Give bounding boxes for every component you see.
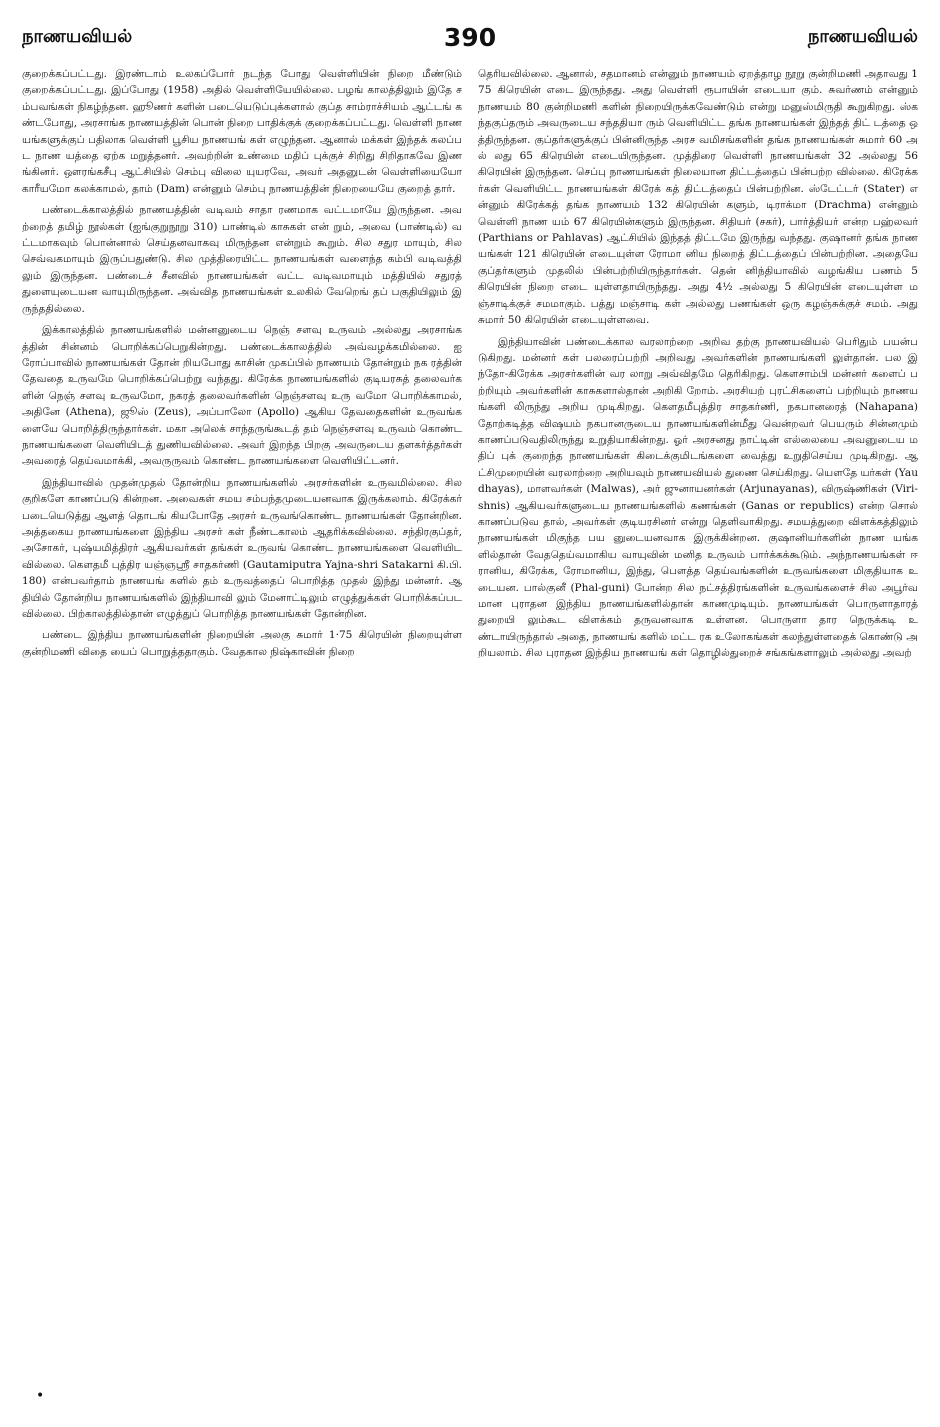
- two-column-body: [22, 66, 918, 667]
- header-title-right: நாணயவியல்: [807, 25, 918, 47]
- running-header: [22, 18, 918, 56]
- page-number: 390: [443, 22, 497, 52]
- paragraph: இக்காலத்தில் நாணயங்களில் மன்னனுடைய நெஞ் சளவு உருவம் அல்லது அரசாங்கத்தின் சின்னம் பொறிக்கப்பெறுகின்றது. பண்டைக்காலத்தில் அவ்வழக்கமில்லை. ஐரோப்பாவில் நாணயங்கள் தோன் றியபோது காசின் முகப்பில் நாணயம் தோன்றும் நக ரத்தின் தேவதை உருவமே பொறிக்கப்பெற்று வந்தது. கிரேக்க நாணயங்களில் குடியரசுத் தலைவர்களின் நெஞ் சளவு உருவமோ, நகரத் தலைவர்களின் நெஞ்சளவு உரு வமோ பொறிக்காமல், அதினே (Athena), ஜூஸ் (Zeus), அப்பாலோ (Apollo) ஆகிய தேவதைகளின் உருவங்களையே பொறித்திருந்தார்கள். மகா அலெக் சாந்தருங்கூடத் தம் நெஞ்சளவு உருவம் கொண்ட நாணயங்களை வெளியிடத் துணியவில்லை. அவர் இறந்த பிறகு அவருடைய தளகர்த்தர்கள் அவரைத் தெய்வமாக்கி, அவருருவம் கொண்ட நாணயங்களை வெளியிட்டனர்.: [22, 324, 462, 468]
- left-column: [22, 66, 462, 667]
- paragraph: பண்டைக்காலத்தில் நாணயத்தின் வடிவம் சாதா ரணமாக வட்டமாயே இருந்தன. அவற்றைத் தமிழ் நூல்கள் (ஐங்குறுநூறு 310) பாண்டில் காசுகள் என் றும், அவை (பாண்டில்) வட்டமாகவும் பொன்னால் செய்தனவாகவு மிருந்தன என்றும் கூறும். சில சதுர மாயும், சில செவ்வகமாயும் இருப்பதுண்டு. சில முத்திரையிட்ட நாணயங்கள் வளைந்த கம்பி வடிவத்தி லும் இருந்தன. பண்டைச் சீனவில் நாணயங்கள் வட்ட வடிவமாயும் மத்தியில் சதுரத் துளையுடையன வாயுமிருந்தன. அவ்வித நாணயங்கள் உலகில் வேறெங் தப் பகுதியிலும் இருந்ததில்லை.: [22, 204, 462, 315]
- right-column: [478, 66, 918, 667]
- footer-mark: •: [36, 1388, 45, 1404]
- paragraph: குறைக்கப்பட்டது. இரண்டாம் உலகப்போர் நடந்த போது வெள்ளியின் நிறை மீண்டும் குறைக்கப்பட்டது. இப்போது (1958) அதில் வெள்ளியேயில்லை. பழங் காலத்திலும் இதே சம்பவங்கள் நிகழ்ந்தன. ஹூணர் களின் படையெடுப்புக்களால் குப்த சாம்ராச்சியம் ஆட்டங் கண்டபோது, அரசாங்க நாணயத்தின் பொன் நிறை பாதிக்குக் குறைக்கப்பட்டது. வெள்ளி நாணயங்களுக்குப் பதிலாக வெள்ளி பூசிய நாணயங் கள் எழுந்தன. ஆனால் மக்கள் இந்தக் கலப்பட நாண யத்தை ஏற்க மறுத்தனர். அவற்றின் உண்மை மதிப் புக்குச் சிறிது சிறிதாகவே இணங்கினர். ஔரங்கசீபு ஆட்சியில் செம்பு விலை யுயரவே, அவர் அதனுடன் வெள்ளியையோ காரீயமோ கலக்காமல், தாம் (Dam) என்னும் செம்பு நாணயத்தின் நிறையையே குறைத் தார்.: [22, 68, 462, 195]
- header-title-left: நாணயவியல்: [22, 25, 133, 47]
- paragraph: பண்டை இந்திய நாணயங்களின் நிறையின் அலகு சுமார் 1·75 கிரெயின் நிறையுள்ள குன்றிமணி விதை யைப் பொறுத்ததாகும். வேதகால நிஷ்காவின் நிறை: [22, 629, 462, 658]
- document-page: [22, 18, 918, 1408]
- paragraph: இந்தியாவில் முதன்முதல் தோன்றிய நாணயங்களில் அரசர்களின் உருவமில்லை. சில குறிகளே காணப்படு கின்றன. அவைகள் சமய சம்பந்தமுடையனவாக இருக்கலாம். கிரேக்கர் படையெடுத்து ஆளத் தொடங் கியபோதே அரசர் உருவங்கொண்ட நாணயங்கள் தோன்றின. அத்தகைய நாணயங்களை இந்திய அரசர் கள் நீண்டகாலம் ஆதரிக்கவில்லை. சந்திரகுப்தர், அசோகர், புஷ்யமித்திரர் ஆகியவர்கள் தங்கள் உருவங் கொண்ட நாணயங்களை வெளியிடவில்லை. கௌதமீ புத்திர யஞ்ஞஸ்ரீ சாதகர்ணி (Gautamiputra Yajna-shri Satakarni கி.பி. 180) என்பவர்தாம் நாணயங் களில் தம் உருவத்தைப் பொறித்த முதல் இந்து மன்னர். ஆதியில் தோன்றிய நாணயங்களில் இந்தியாவி லும் மேனாட்டிலும் எழுத்துக்கள் பொறிக்கப்பட வில்லை. பிற்காலத்தில்தான் எழுத்துப் பொறித்த நாணயங்கள் தோன்றின.: [22, 476, 462, 620]
- paragraph: தெரியவில்லை. ஆனால், சதமானம் என்னும் நாணயம் ஏறத்தாழ நூறு குன்றிமணி அதாவது 175 கிரெயின் எடை இருந்தது. அது வெள்ளி ரூபாயின் எடையா கும். சுவர்ணம் என்னும் நாணயம் 80 குன்றிமணி களின் நிறையிருக்கவேண்டும் என்று மனுஸ்மிருதி கூறுகிறது. ஸ்கந்தகுப்தரும் அவருடைய சந்ததியா ரும் வெளியிட்ட தங்க நாணயங்கள் இந்தத் திட் டத்தை ஒத்திருந்தன. குப்தர்களுக்குப் பின்னிருந்த அரச வமிசங்களின் தங்க நாணயங்கள் சுமார் 60 அல் லது 65 கிரெயின் எடையிருந்தன. முத்திரை வெள்ளி நாணயங்கள் 32 அல்லது 56 கிரெயின் இருந்தன. செப்பு நாணயங்கள் நிலையான திட்டத்தைப் பின்பற்ற வில்லை. கிரேக்கர்கள் வெளியிட்ட நாணயங்கள் கிரேக் கத் திட்டத்தைப் பின்பற்றின. ஸ்டேட்டர் (Stater) என்னும் கிரேக்கத் தங்க நாணயம் 132 கிரெயின் களும், டிராக்மா (Drachma) என்னும் வெள்ளி நாண யம் 67 கிரெயின்களும் இருந்தன. சிதியர் (சகர்), பார்த்தியர் என்ற பஹ்லவர் (Parthians or Pahlavas) ஆட்சியில் இந்தத் திட்டமே இருந்து வந்தது. குஷானர் தங்க நாணயங்கள் 121 கிரெயின் எடையுள்ள ரோமா னிய நிறைத் திட்டத்தைப் பின்பற்றின. அதையே குப்தர்களும் முதலில் பின்பற்றியிருந்தார்கள். தென் னிந்தியாவில் வழங்கிய பணம் 5 கிரெயின் நிறை எடை யுள்ளதாயிருந்தது. அது 4½ அல்லது 5 கிரெயின் எடையுள்ள மஞ்சாடிக்குச் சமமாகும். பத்து மஞ்சாடி கள் அல்லது பணங்கள் ஒரு கழஞ்சுக்குச் சமம். அது சுமார் 50 கிரெயின் எடையுள்ளவை.: [478, 68, 918, 327]
- paragraph: இந்தியாவின் பண்டைக்கால வரலாற்றை அறிவ தற்கு நாணயவியல் பெரிதும் பயன்படுகிறது. மன்னர் கள் பலரைப்பற்றி அறிவது அவர்களின் நாணயங்களி லுள்தான். பல இந்தோ-கிரேக்க அரசர்களின் வர லாறு அவ்விதமே தெரிகிறது. கௌசாம்பி மன்னர் களைப் பற்றியும் அவர்களின் காசுகளால்தான் அறிகி றோம். அரசியற் புரட்சிகளைப் பற்றியும் நாணயங்களி லிருந்து அறிய முடிகிறது. கௌதமீபுத்திர சாதகர்ணி, நகபானரைத் (Nahapana) தோற்கடித்த விஷயம் நகபானருடைய நாணயங்களின்மீது வென்றவர் பெயரும் சின்னமும் காணப்படுவதிலிருந்து உறுதியாகின்றது. ஓர் அரசனது நாட்டின் எல்லையை அவனுடைய மதிப் புக் குறைந்த நாணயங்கள் கிடைக்குமிடங்களை வைத்து உறுதிசெய்ய முடிகிறது. ஆட்சிமுறையின் வரலாற்றை அறியவும் நாணயவியல் துணை செய்கிறது. யௌதே யர்கள் (Yaudhayas), மாளவர்கள் (Malwas), அர் ஜுனாயனர்கள் (Arjunayanas), விருஷ்ணிகள் (Viri-shnis) ஆகியவர்களுடைய நாணயங்களில் கணங்கள் (Ganas or republics) என்ற சொல் காணப்படுவ தால், அவர்கள் குடியரசினர் என்று தெளிவாகிறது. சமயத்துறை விளக்கத்திலும் நாணயங்கள் மிகுந்த பய னுடையனவாக இருக்கின்றன. குஷானியர்களின் நாண யங்களில்தான் வேததெய்வமாகிய வாயுவின் மனித உருவம் பார்க்கக்கூடும். அந்நாணயங்கள் ஈரானிய, கிரேக்க, ரோமானிய, இந்து, பௌத்த தெய்வங்களின் உருவங்களை மிகுதியாக உடையன. பால்குனீ (Phal-guni) போன்ற சில நட்சத்திரங்களின் உருவங்களைச் சில அபூர்வமான புராதன இந்திய நாணயங்களில்தான் காணமுடியும். நாணயங்கள் பொருளாதாரத் துறையி லும்கூட விளக்கம் தருவனவாக உள்ளன. பொருளா தார நெருக்கடி உண்டாயிருந்தால் அதை, நாணயங் களில் மட்ட ரக உலோகங்கள் கலந்துள்ளதைக் கொண்டு அறியலாம். சில புராதன இந்திய நாணயங் கள் தொழில்துறைச் சங்கங்களாலும் அல்லது அவற்: [478, 335, 918, 660]
